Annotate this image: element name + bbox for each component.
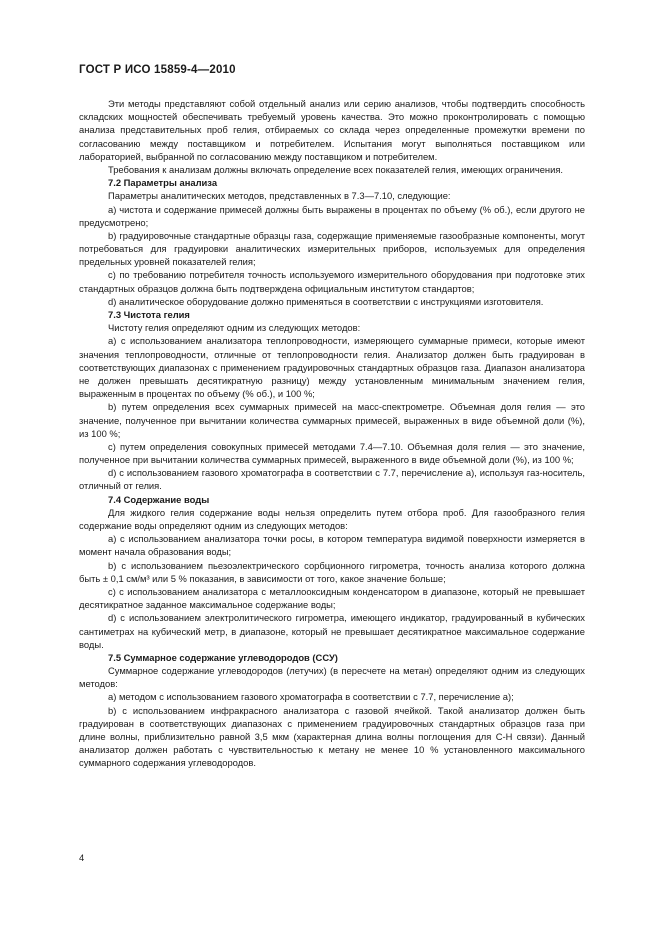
section-heading-7-4: 7.4 Содержание воды [108, 493, 210, 505]
paragraph: Для жидкого гелия содержание воды нельзя определить путем отбора проб. Для газообразного гелия содержание воды определяют одним из следующих методов: [79, 506, 585, 531]
section-heading-7-2: 7.2 Параметры анализа [108, 177, 218, 189]
paragraph: Требования к анализам должны включать определение всех показателей гелия, имеющих ограничения. [108, 163, 564, 175]
section-heading-7-5: 7.5 Суммарное содержание углеводородов (ССУ) [108, 651, 338, 663]
document-header: ГОСТ Р ИСО 15859-4—2010 [79, 64, 236, 76]
list-item: b) путем определения всех суммарных примесей на масс-спектрометре. Объемная доля гелия — это значение, полученное при вычитании количества суммарных примесей, выраженных в виде объемной доли (%), из 100 %; [79, 401, 585, 439]
list-item: b) с использованием инфракрасного анализатора с газовой ячейкой. Такой анализатор должен быть градуирован в соответствующих диапазонах с применением градуировочных стандартных образцов газа при длине волны, приблизительно равной 3,5 мкм (характерная длина волны поглощения для С-Н связи). Данный анализатор должен работать с чувствительностью к метану не менее 10 % установленного максимального суммарного содержания углеводородов. [79, 704, 585, 769]
list-item: a) с использованием анализатора точки росы, в котором температура видимой поверхности измеряется в момент начала образования воды; [79, 533, 585, 558]
list-item: c) путем определения совокупных примесей методами 7.4—7.10. Объемная доля гелия — это значение, полученное при вычитании количества суммарных примесей, выраженного в виде объемной доли (%), из 100 %; [79, 440, 585, 466]
list-item: d) с использованием электролитического гигрометра, имеющего индикатор, градуированный в кубических сантиметрах на кубический метр, в диапазоне, который не превышает десятикратное максимальное содержание воды. [79, 612, 585, 650]
list-item: d) с использованием газового хроматографа в соответствии с 7.7, перечисление а), используя газ-носитель, отличный от гелия. [79, 467, 585, 492]
list-item: a) методом с использованием газового хроматографа в соответствии с 7.7, перечисление а); [108, 691, 514, 703]
list-item: b) градуировочные стандартные образцы газа, содержащие применяемые газообразные компоненты, могут потребоваться для градуировки аналитических измерительных приборов, используемых для определения предельных уровней показателей гелия; [79, 229, 585, 268]
list-item: b) с использованием пьезоэлектрического сорбционного гигрометра, точность анализа которого должна быть ± 0,1 см/м³ или 5 % показания, в зависимости от того, какое значение больше; [79, 559, 585, 584]
list-item: c) с использованием анализатора с металлооксидным конденсатором в диапазоне, который не превышает десятикратное заданное максимальное содержание воды; [79, 585, 585, 611]
section-heading-7-3: 7.3 Чистота гелия [108, 309, 190, 320]
list-item: d) аналитическое оборудование должно применяться в соответствии с инструкциями изготовителя. [108, 295, 544, 307]
paragraph: Чистоту гелия определяют одним из следующих методов: [108, 322, 361, 334]
paragraph: Эти методы представляют собой отдельный анализ или серию анализов, чтобы подтвердить способность складских мощностей обеспечивать требуемый уровень качества. Это можно проконтролировать с помощью анализа представительных проб гелия, отбираемых со склада через определенные промежутки времени по согласованию между поставщиком и потребителем. Испытания могут выполняться поставщиком или лабораторией, выбранной по согласованию между поставщиком и потребителем. [79, 98, 585, 162]
paragraph: Параметры аналитических методов, представленных в 7.3—7.10, следующие: [108, 190, 451, 202]
page-number: 4 [79, 852, 85, 863]
list-item: a) с использованием анализатора теплопроводности, измеряющего суммарные примеси, которые имеют значения теплопроводности, отличные от теплопроводности гелия. Анализатор должен быть градуирован в соответствующих диапазонах с применением градуировочных стандартных образцов газа. Диапазон анализатора не должен превышать десятикратную разницу) между установленным минимальным значением гелия, выраженным в процентах по объему (% об.), и 100 %; [79, 335, 585, 400]
paragraph: Суммарное содержание углеводородов (летучих) (в пересчете на метан) определяют одним из следующих методов: [79, 665, 585, 690]
list-item: c) по требованию потребителя точность используемого измерительного оборудования при подготовке этих стандартных образцов должна быть подтверждена официальным институтом стандартов; [79, 269, 585, 294]
list-item: a) чистота и содержание примесей должны быть выражены в процентах по объему (% об.), если другого не предусмотрено; [79, 203, 585, 228]
document-body [79, 97, 585, 770]
